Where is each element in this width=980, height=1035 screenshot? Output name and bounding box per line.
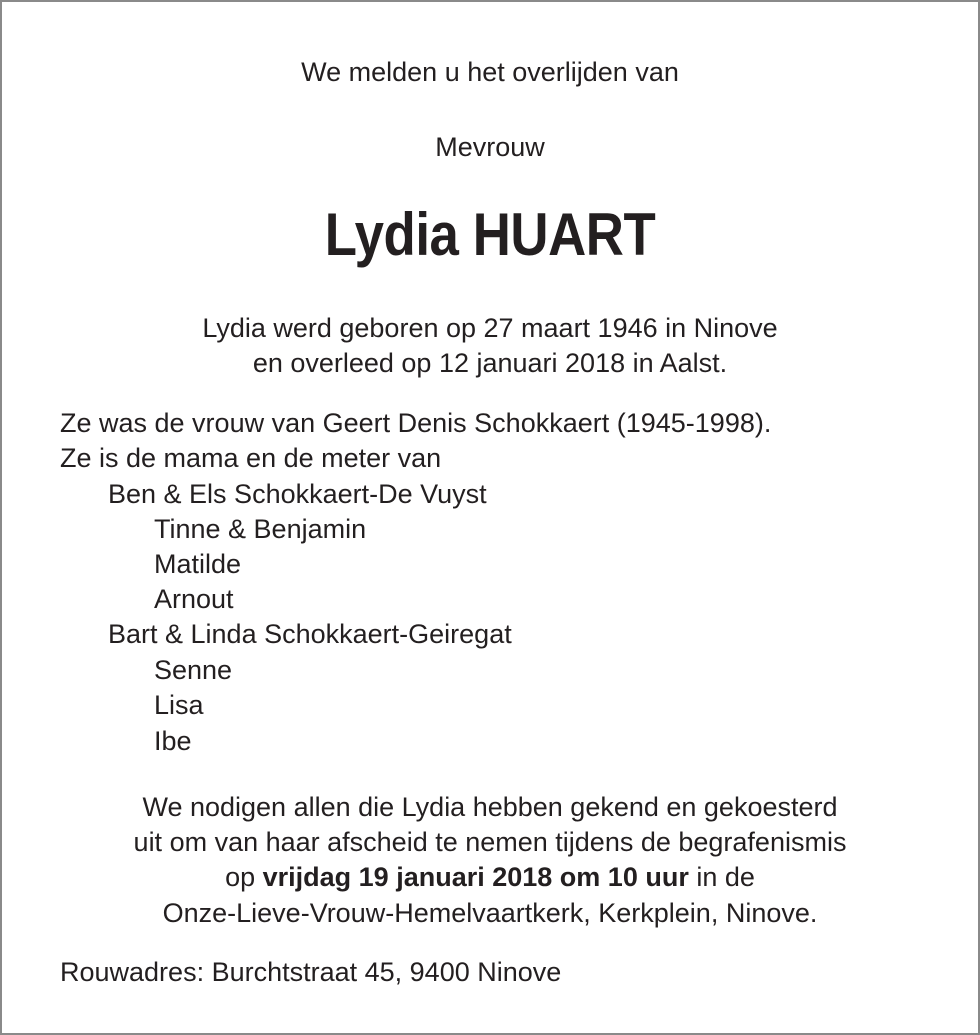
branch-parents: Bart & Linda Schokkaert-Geiregat (108, 619, 512, 649)
funeral-datetime: vrijdag 19 januari 2018 om 10 uur (262, 862, 689, 892)
branch-child: Senne (154, 655, 233, 685)
intro-text: We melden u het overlijden van (301, 57, 679, 87)
relation-line: Ze is de mama en de meter van (60, 443, 442, 473)
spouse-line: Ze was de vrouw van Geert Denis Schokkaert (1945-1998). (60, 408, 772, 438)
salutation: Mevrouw (435, 132, 545, 162)
branch-parents: Ben & Els Schokkaert-De Vuyst (108, 479, 487, 509)
invitation-suffix: in de (696, 862, 755, 892)
invitation-prefix: op (225, 862, 256, 892)
mourning-address: Rouwadres: Burchtstraat 45, 9400 Ninove (60, 957, 562, 987)
branch-child: Ibe (154, 726, 192, 756)
invitation-line-2: uit om van haar afscheid te nemen tijdens de begrafenismis (133, 827, 847, 857)
branch-child: Tinne & Benjamin (154, 514, 367, 544)
invitation-line-3 (2, 860, 978, 894)
branch-child: Lisa (154, 690, 204, 720)
death-line: en overleed op 12 januari 2018 in Aalst. (252, 348, 728, 378)
invitation-line-4: Onze-Lieve-Vrouw-Hemelvaartkerk, Kerkplein, Ninove. (162, 898, 818, 928)
deceased-name: Lydia HUART (324, 201, 656, 268)
invitation-line-1: We nodigen allen die Lydia hebben gekend en gekoesterd (142, 792, 838, 822)
birth-line: Lydia werd geboren op 27 maart 1946 in Ninove (202, 313, 778, 343)
branch-child: Arnout (154, 584, 234, 614)
branch-child: Matilde (154, 549, 242, 579)
